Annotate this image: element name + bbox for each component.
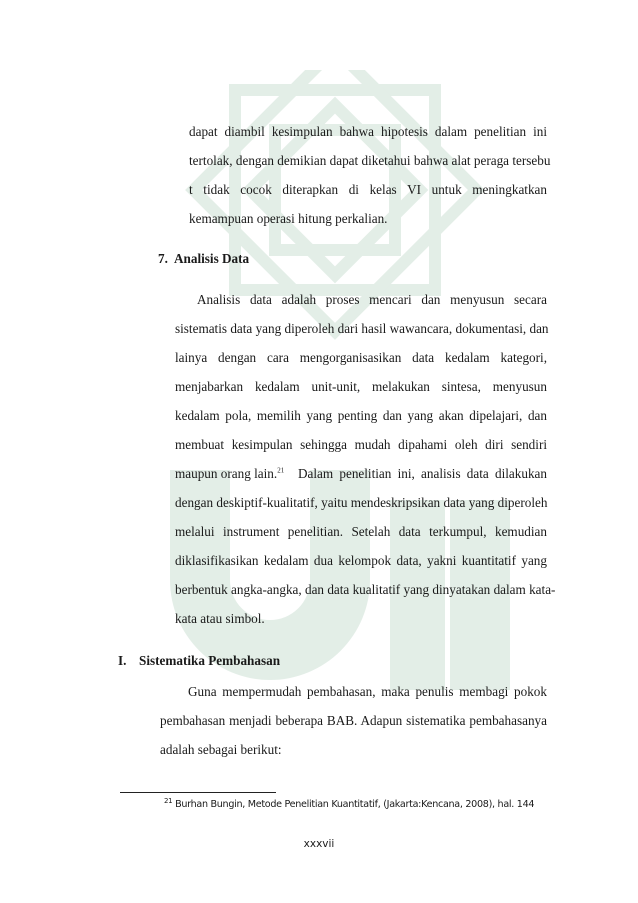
text-line: sistematis data yang diperoleh dari hasil wawancara, dokumentasi, dan [175,321,549,336]
section-7-number: 7. [158,251,168,266]
footnote-number: 21 [164,796,173,805]
text-line: Analisis data adalah proses mencari dan menyusun secara [197,292,547,307]
footnote [164,798,534,812]
text-line: lainya dengan cara mengorganisasikan data kedalam kategori, [175,350,547,365]
section-7-heading [158,250,249,268]
text-line: adalah sebagai berikut: [160,742,282,757]
text-fragment: maupun orang lain. [175,466,278,481]
text-line: Guna mempermudah pembahasan, maka penulis membagi pokok [188,684,547,699]
section-7-title: Analisis Data [174,251,250,266]
text-line: dengan deskiptif-kualitatif, yaitu mendeskripsikan data yang diperoleh [175,495,548,510]
text-line: pembahasan menjadi beberapa BAB. Adapun sistematika pembahasanya [160,713,547,728]
text-line-with-footnote-ref [175,465,284,483]
text-line: dapat diambil kesimpulan bahwa hipotesis dalam penelitian ini [189,124,547,139]
text-line: melalui instrument penelitian. Setelah data terkumpul, kemudian [175,524,547,539]
text-line: Dalam penelitian ini, analisis data dilakukan [298,466,547,481]
footnote-text: Burhan Bungin, Metode Penelitian Kuantitatif, (Jakarta:Kencana, 2008), hal. 144 [175,799,535,810]
page-number: xxxvii [303,838,335,850]
text-line: menjabarkan kedalam unit-unit, melakukan sintesa, menyusun [175,379,547,394]
section-I-title: Sistematika Pembahasan [139,653,281,668]
text-line: kemampuan operasi hitung perkalian. [189,211,388,226]
footnote-reference: 21 [277,466,285,475]
text-line: t tidak cocok diterapkan di kelas VI untuk meningkatkan [189,182,547,197]
text-line: berbentuk angka-angka, dan data kualitatif yang dinyatakan dalam kata- [175,582,556,597]
section-I-heading [118,652,280,670]
text-line: kata atau simbol. [175,611,265,626]
text-line: diklasifikasikan kedalam dua kelompok data, yakni kuantitatif yang [175,553,547,568]
text-line: membuat kesimpulan sehingga mudah dipahami oleh diri sendiri [175,437,547,452]
text-line: tertolak, dengan demikian dapat diketahui bahwa alat peraga tersebu [189,153,551,168]
text-line: kedalam pola, memilih yang penting dan yang akan dipelajari, dan [175,408,547,423]
footnote-separator [120,792,276,793]
section-I-number: I. [118,653,127,668]
